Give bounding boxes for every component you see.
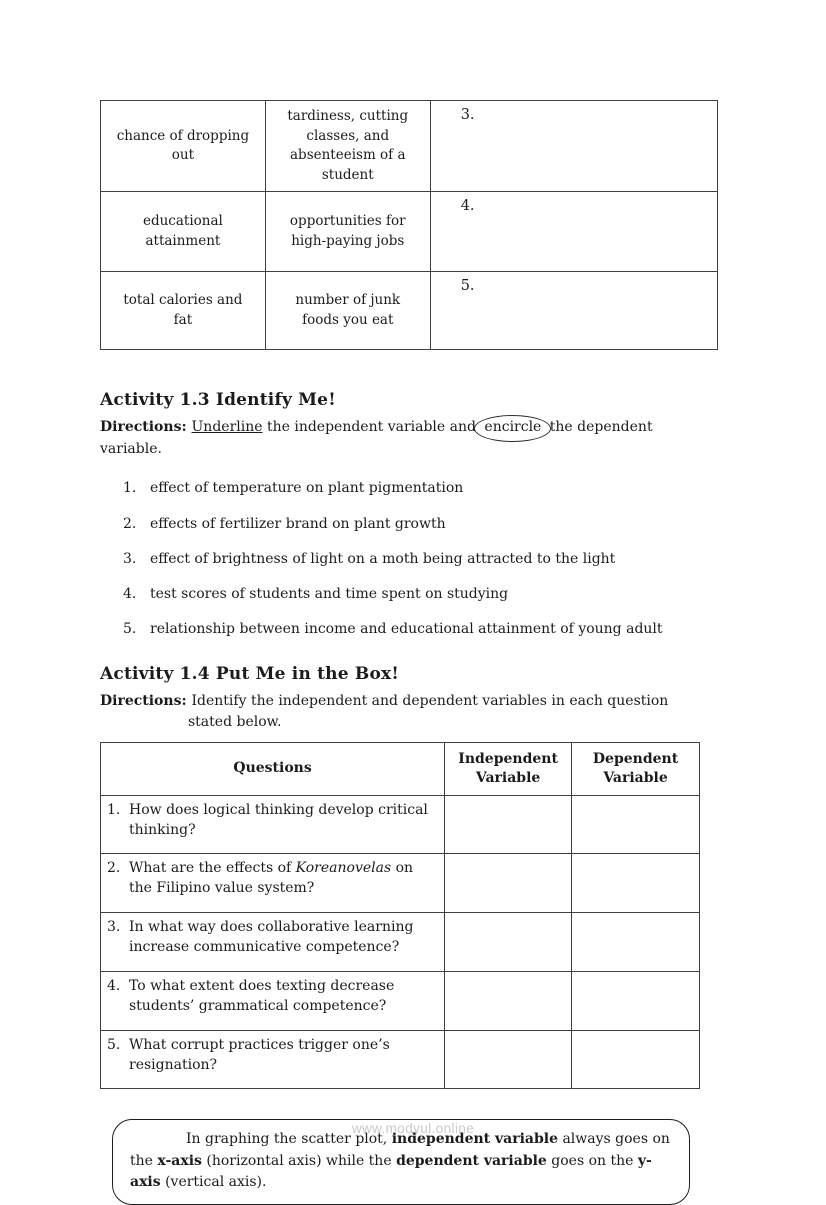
question-text-wrap xyxy=(107,977,434,1017)
activity-1-4-title: Activity 1.4 Put Me in the Box! xyxy=(100,663,399,684)
header-independent-variable: Independent Variable xyxy=(445,742,572,795)
dependent-variable-cell xyxy=(572,854,700,913)
question-cell xyxy=(101,913,445,972)
question-text-pre: In what way does collaborative learning increase communicative competence? xyxy=(129,919,414,956)
list-item xyxy=(123,584,718,604)
question-number: 5. xyxy=(107,1036,121,1053)
note-seg-bold: x-axis xyxy=(157,1152,202,1169)
question-number: 1. xyxy=(107,801,121,818)
note-seg-bold: independent variable xyxy=(391,1131,558,1148)
cell-answer-number: 3. xyxy=(430,101,717,192)
question-text-wrap xyxy=(107,801,434,841)
question-text xyxy=(129,977,431,1017)
question-text xyxy=(129,801,431,841)
question-text-italic: Koreanovelas xyxy=(295,860,392,877)
list-item-number: 5. xyxy=(123,621,137,638)
note-seg: (vertical axis). xyxy=(160,1174,267,1191)
activity-1-3-title: Activity 1.3 Identify Me! xyxy=(100,390,336,411)
question-cell xyxy=(101,1030,445,1089)
underline-word: Underline xyxy=(191,419,263,436)
list-item-number: 4. xyxy=(123,586,137,603)
directions-label: Directions: xyxy=(100,692,192,709)
header-questions: Questions xyxy=(101,742,445,795)
dependent-variable-cell xyxy=(572,971,700,1030)
note-seg: always goes on the xyxy=(130,1131,670,1169)
list-item xyxy=(123,549,718,569)
cell-left-term: chance of dropping out xyxy=(101,101,266,192)
question-cell xyxy=(101,971,445,1030)
list-item xyxy=(123,619,718,639)
question-row xyxy=(101,1030,700,1089)
question-text xyxy=(129,918,431,958)
independent-variable-cell xyxy=(445,913,572,972)
activity-1-4-directions xyxy=(100,691,718,712)
activity-1-4-directions-line2: stated below. xyxy=(188,713,282,730)
encircled-word: encircle xyxy=(474,415,551,442)
question-number: 4. xyxy=(107,977,121,994)
question-cell xyxy=(101,854,445,913)
table-header-row xyxy=(101,742,700,795)
question-text xyxy=(129,1036,431,1076)
dependent-variable-cell xyxy=(572,795,700,854)
independent-variable-cell xyxy=(445,971,572,1030)
question-text-wrap xyxy=(107,859,434,899)
identify-me-list xyxy=(100,478,718,639)
question-number: 3. xyxy=(107,919,121,936)
list-item-number: 3. xyxy=(123,550,137,567)
cell-middle-term: number of junk foods you eat xyxy=(265,272,430,350)
independent-variable-cell xyxy=(445,854,572,913)
list-item-number: 1. xyxy=(123,480,137,497)
list-item xyxy=(123,514,718,534)
question-row xyxy=(101,971,700,1030)
independent-variable-cell xyxy=(445,1030,572,1089)
independent-variable-cell xyxy=(445,795,572,854)
dependent-variable-cell xyxy=(572,913,700,972)
question-text-pre: What corrupt practices trigger one’s resignation? xyxy=(129,1036,390,1073)
note-seg: (horizontal axis) while the xyxy=(201,1152,397,1169)
site-watermark: www.modyul.online xyxy=(351,1121,475,1136)
directions-end-text: the dependent variable. xyxy=(100,419,653,458)
list-item-text: test scores of students and time spent on studying xyxy=(150,586,509,603)
question-text-wrap xyxy=(107,918,434,958)
question-number: 2. xyxy=(107,860,121,877)
directions-text: Identify the independent and dependent variables in each question xyxy=(191,692,669,709)
note-seg-bold: dependent variable xyxy=(396,1152,547,1169)
list-item-text: relationship between income and educational attainment of young adult xyxy=(150,621,663,638)
question-text-post: on the Filipino value system? xyxy=(129,860,414,897)
cell-answer-number: 4. xyxy=(430,192,717,272)
cell-answer-number: 5. xyxy=(430,272,717,350)
cell-left-term: educational attainment xyxy=(101,192,266,272)
table-row xyxy=(101,272,718,350)
question-text-pre: How does logical thinking develop critical thinking? xyxy=(129,801,428,838)
list-item-text: effect of temperature on plant pigmentation xyxy=(150,480,464,497)
dependent-variable-cell xyxy=(572,1030,700,1089)
note-text xyxy=(130,1129,672,1193)
table-row xyxy=(101,192,718,272)
directions-mid-text: the independent variable and xyxy=(262,419,481,436)
variable-pairs-table xyxy=(100,100,718,350)
question-text-pre: To what extent does texting decrease students’ grammatical competence? xyxy=(129,977,395,1014)
cell-left-term: total calories and fat xyxy=(101,272,266,350)
question-row xyxy=(101,854,700,913)
list-item-text: effect of brightness of light on a moth being attracted to the light xyxy=(150,550,616,567)
question-text xyxy=(129,859,431,899)
table-row xyxy=(101,101,718,192)
put-me-in-the-box-table xyxy=(100,742,700,1090)
question-cell xyxy=(101,795,445,854)
list-item xyxy=(123,478,718,498)
note-seg: In graphing the scatter plot, xyxy=(186,1131,392,1148)
cell-middle-term: tardiness, cutting classes, and absenteeism of a student xyxy=(265,101,430,192)
note-seg: goes on the xyxy=(546,1152,638,1169)
directions-label: Directions: xyxy=(100,419,192,436)
question-text-wrap xyxy=(107,1036,434,1076)
header-dependent-variable: Dependent Variable xyxy=(572,742,700,795)
question-text-pre: What are the effects of xyxy=(129,860,296,877)
question-row xyxy=(101,795,700,854)
list-item-number: 2. xyxy=(123,515,137,532)
list-item-text: effects of fertilizer brand on plant growth xyxy=(150,515,446,532)
cell-middle-term: opportunities for high-paying jobs xyxy=(265,192,430,272)
note-seg-bold: y-axis xyxy=(130,1152,652,1191)
activity-1-3-directions xyxy=(100,417,718,460)
question-row xyxy=(101,913,700,972)
